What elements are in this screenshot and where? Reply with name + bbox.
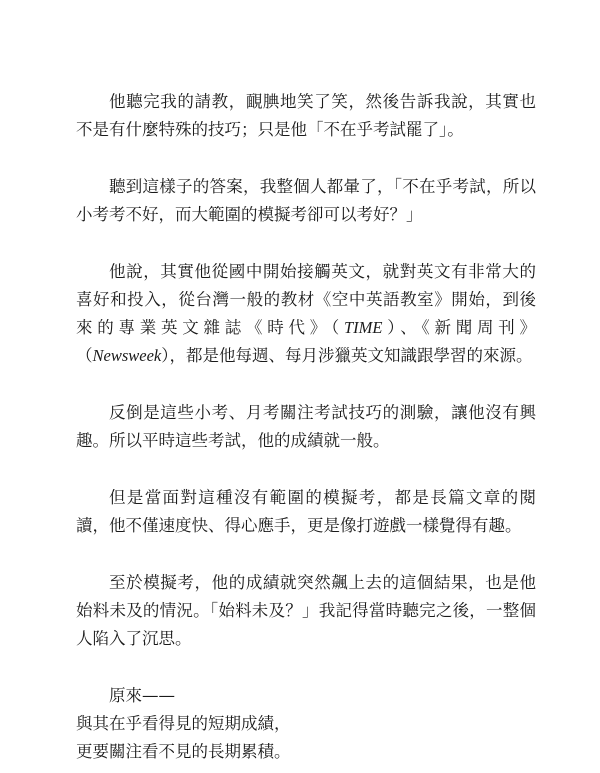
- paragraph-3-part-1: 他說，其實他從國中開始接觸英文，就對英文有非常大的喜好和投入，從台灣一般的教材《空中英語教室》開始，到後來的專業英文雜誌《時代》（: [76, 262, 536, 337]
- paragraph-5: 但是當面對這種沒有範圍的模擬考，都是長篇文章的閱讀，他不僅速度快、得心應手，更是像打遊戲一樣覺得有趣。: [76, 488, 536, 535]
- newsweek-magazine-name: Newsweek: [92, 346, 162, 365]
- paragraph-3: [76, 258, 536, 370]
- paragraph-2: 聽到這樣子的答案，我整個人都暈了，「不在乎考試，所以小考考不好，而大範圍的模擬考卻可以考好？」: [76, 177, 536, 224]
- time-magazine-name: TIME: [344, 318, 383, 337]
- paragraph-3-part-3: ）、《新聞周刊》（: [76, 318, 536, 365]
- closing-line-1: 原來——: [109, 686, 175, 705]
- paragraph-4: 反倒是這些小考、月考關注考試技巧的測驗，讓他沒有興趣。所以平時這些考試，他的成績就一般。: [76, 403, 536, 450]
- closing-line-3: 更要關注看不見的長期累積。: [76, 742, 291, 761]
- paragraph-3-part-5: ），都是他每週、每月涉獵英文知識跟學習的來源。: [161, 346, 533, 365]
- paragraph-6: 至於模擬考，他的成績就突然飆上去的這個結果，也是他始料未及的情況。「始料未及？」我記得當時聽完之後，一整個人陷入了沉思。: [76, 573, 536, 648]
- closing-stanza: [76, 682, 536, 766]
- closing-line-2: 與其在乎看得見的短期成績，: [76, 714, 291, 733]
- document-body: [76, 88, 536, 766]
- paragraph-1: 他聽完我的請教，靦腆地笑了笑，然後告訴我說，其實也不是有什麼特殊的技巧；只是他「不在乎考試罷了」。: [76, 92, 536, 139]
